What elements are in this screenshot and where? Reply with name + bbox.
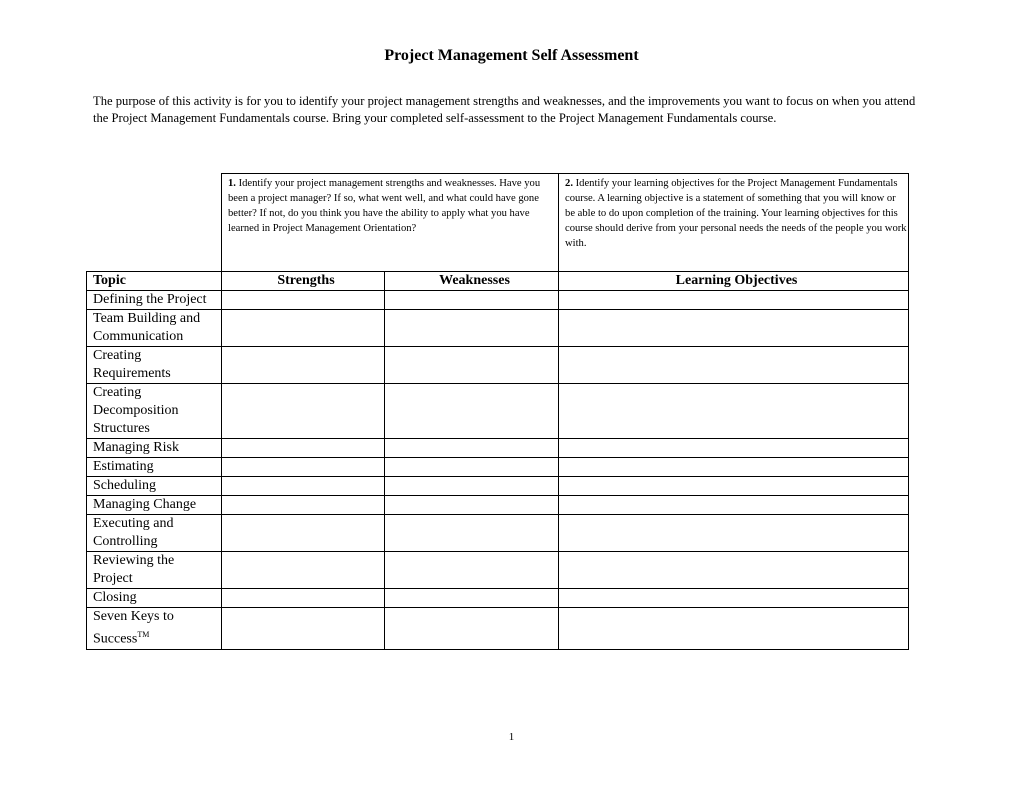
learning-objectives-cell[interactable] — [559, 384, 909, 439]
table-row — [87, 496, 909, 515]
strengths-cell[interactable] — [222, 384, 385, 439]
blank-corner-cell — [87, 174, 222, 272]
topic-cell — [87, 608, 222, 650]
strengths-cell[interactable] — [222, 552, 385, 589]
learning-objectives-cell[interactable] — [559, 477, 909, 496]
strengths-cell[interactable] — [222, 291, 385, 310]
header-row — [87, 272, 909, 291]
weaknesses-cell[interactable] — [385, 589, 559, 608]
weaknesses-cell[interactable] — [385, 384, 559, 439]
topic-cell: Team Building and Communication — [87, 310, 222, 347]
weaknesses-cell[interactable] — [385, 439, 559, 458]
trademark-symbol: TM — [137, 630, 150, 639]
topic-cell: Managing Risk — [87, 439, 222, 458]
learning-objectives-cell[interactable] — [559, 347, 909, 384]
weaknesses-cell[interactable] — [385, 458, 559, 477]
table-row — [87, 515, 909, 552]
learning-objectives-cell[interactable] — [559, 515, 909, 552]
column-header-strengths: Strengths — [222, 272, 385, 291]
table-row — [87, 458, 909, 477]
table-row — [87, 608, 909, 650]
topic-cell: Creating Decomposition Structures — [87, 384, 222, 439]
topic-cell: Estimating — [87, 458, 222, 477]
strengths-cell[interactable] — [222, 310, 385, 347]
table-row — [87, 552, 909, 589]
instructions-row — [87, 174, 909, 272]
table-row — [87, 439, 909, 458]
table-row — [87, 384, 909, 439]
instruction-number: 1. — [228, 178, 236, 189]
topic-cell: Reviewing the Project — [87, 552, 222, 589]
strengths-weaknesses-instructions — [222, 174, 559, 272]
strengths-cell[interactable] — [222, 347, 385, 384]
topic-cell: Closing — [87, 589, 222, 608]
topic-cell: Defining the Project — [87, 291, 222, 310]
intro-paragraph: The purpose of this activity is for you to identify your project management strengths and weaknesses, and the improvements you want to focus on when you attend the Project Management Fundamentals course. Bring your completed self-assessment to the Project Management Fundamentals course. — [93, 94, 916, 125]
table-row — [87, 589, 909, 608]
strengths-cell[interactable] — [222, 515, 385, 552]
weaknesses-cell[interactable] — [385, 496, 559, 515]
weaknesses-cell[interactable] — [385, 310, 559, 347]
instruction-text: Identify your learning objectives for the Project Management Fundamentals course. A learning objective is a statement of something that you will know or be able to do upon completion of the training. Your learning objectives for this course should derive from your personal needs the needs of the people you work with. — [565, 178, 907, 249]
instruction-text: Identify your project management strengths and weaknesses. Have you been a project manager? If so, what went well, and what could have gone better? If not, do you think you have the ability to apply what you have learned in Project Management Orientation? — [228, 178, 541, 234]
learning-objectives-cell[interactable] — [559, 458, 909, 477]
topic-cell: Creating Requirements — [87, 347, 222, 384]
topic-cell: Executing and Controlling — [87, 515, 222, 552]
strengths-cell[interactable] — [222, 608, 385, 650]
table-row — [87, 477, 909, 496]
strengths-cell[interactable] — [222, 458, 385, 477]
table-row — [87, 347, 909, 384]
topic-cell: Managing Change — [87, 496, 222, 515]
learning-objectives-instructions — [559, 174, 909, 272]
column-header-weaknesses: Weaknesses — [385, 272, 559, 291]
weaknesses-cell[interactable] — [385, 515, 559, 552]
weaknesses-cell[interactable] — [385, 552, 559, 589]
self-assessment-table — [86, 173, 909, 650]
learning-objectives-cell[interactable] — [559, 552, 909, 589]
learning-objectives-cell[interactable] — [559, 291, 909, 310]
learning-objectives-cell[interactable] — [559, 310, 909, 347]
weaknesses-cell[interactable] — [385, 347, 559, 384]
column-header-learning-objectives: Learning Objectives — [559, 272, 909, 291]
learning-objectives-cell[interactable] — [559, 608, 909, 650]
strengths-cell[interactable] — [222, 477, 385, 496]
learning-objectives-cell[interactable] — [559, 439, 909, 458]
instruction-number: 2. — [565, 178, 573, 189]
table-row — [87, 310, 909, 347]
weaknesses-cell[interactable] — [385, 608, 559, 650]
table-row — [87, 291, 909, 310]
weaknesses-cell[interactable] — [385, 477, 559, 496]
column-header-topic: Topic — [87, 272, 222, 291]
topic-cell: Scheduling — [87, 477, 222, 496]
page-title: Project Management Self Assessment — [384, 47, 639, 64]
page-number: 1 — [508, 731, 515, 743]
learning-objectives-cell[interactable] — [559, 496, 909, 515]
learning-objectives-cell[interactable] — [559, 589, 909, 608]
strengths-cell[interactable] — [222, 496, 385, 515]
strengths-cell[interactable] — [222, 439, 385, 458]
topic-text: Seven Keys to Success — [93, 609, 174, 647]
weaknesses-cell[interactable] — [385, 291, 559, 310]
strengths-cell[interactable] — [222, 589, 385, 608]
